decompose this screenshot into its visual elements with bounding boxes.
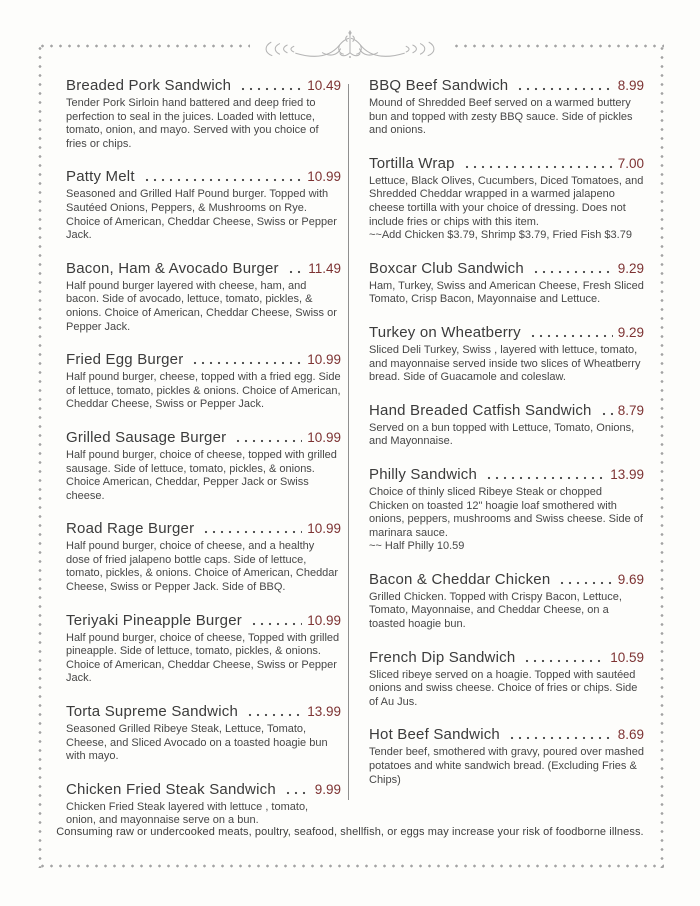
menu-item — [369, 648, 644, 710]
dot-leader — [287, 259, 303, 278]
item-price: 10.99 — [307, 612, 341, 628]
item-price: 9.99 — [314, 781, 341, 797]
dot-leader — [523, 648, 605, 667]
menu-item — [369, 465, 644, 554]
item-description: Half pound burger layered with cheese, ham, and bacon. Side of avocado, lettuce, tomato, pickles, & onions. Choice of American, Cheddar Cheese, Swiss or Pepper Jack. — [66, 279, 337, 333]
item-name: Bacon, Ham & Avocado Burger — [66, 259, 279, 277]
item-price: 10.99 — [307, 521, 341, 537]
menu-item — [66, 76, 341, 151]
menu-item-header — [369, 323, 644, 342]
item-name: BBQ Beef Sandwich — [369, 77, 509, 94]
menu-item-header — [369, 401, 644, 420]
item-note: ~~Add Chicken $3.79, Shrimp $3.79, Fried Fish $3.79 — [369, 229, 632, 242]
menu-item-header — [369, 465, 644, 484]
flourish-scroll-ornament-icon — [250, 25, 450, 69]
menu-item-header — [369, 725, 644, 744]
item-price: 9.29 — [617, 260, 644, 276]
menu-item — [369, 76, 644, 138]
item-name: Hand Breaded Catfish Sandwich — [369, 401, 592, 419]
item-price: 8.69 — [617, 727, 644, 743]
menu-item-header — [66, 350, 341, 369]
menu-item-header — [66, 611, 341, 630]
item-name: French Dip Sandwich — [369, 648, 516, 666]
menu-item — [66, 611, 341, 686]
item-price: 8.99 — [617, 78, 644, 93]
item-description: Chicken Fried Steak layered with lettuce , tomato, onion, and mayonnaise serve on a bun. — [66, 800, 309, 827]
dotted-border-right — [660, 44, 664, 868]
item-description: Sliced ribeye served on a hoagie. Topped with sautéed onions and swiss cheese. Choice of fries or chips. Side of Au Jus. — [369, 668, 638, 708]
menu-item-header — [66, 428, 341, 447]
dotted-border-left — [38, 44, 42, 868]
menu-item-header — [369, 259, 644, 278]
item-price: 10.99 — [307, 169, 341, 185]
menu-item — [66, 428, 341, 503]
menu-column-right — [369, 76, 644, 844]
item-description: Seasoned and Grilled Half Pound burger. Topped with Sautéed Onions, Peppers, & Mushrooms on Rye. Choice of American, Cheddar Cheese, Swiss or Pepper Jack. — [66, 188, 337, 242]
menu-item — [369, 725, 644, 787]
item-name: Breaded Pork Sandwich — [66, 77, 232, 94]
item-price: 10.49 — [307, 78, 341, 93]
menu-item — [369, 259, 644, 307]
menu-item-header — [369, 570, 644, 589]
item-name: Road Rage Burger — [66, 520, 195, 538]
menu-item-header — [66, 519, 341, 538]
item-name: Chicken Fried Steak Sandwich — [66, 780, 276, 798]
item-name: Boxcar Club Sandwich — [369, 259, 524, 277]
item-description: Half pound burger, cheese, topped with a fried egg. Side of lettuce, tomato, pickles & onions. Choice of American, Cheddar Cheese, Swiss or Pepper Jack. — [66, 371, 341, 411]
item-description: Mound of Shredded Beef served on a warmed buttery bun and topped with zesty BBQ sauce. Side of pickles and onions. — [369, 97, 633, 137]
item-price: 10.59 — [610, 649, 644, 665]
dot-leader — [508, 725, 613, 744]
dot-leader — [250, 611, 302, 630]
item-price: 10.99 — [307, 429, 341, 445]
dot-leader — [600, 401, 613, 420]
item-description: Served on a bun topped with Lettuce, Tomato, Onions, and Mayonnaise. — [369, 421, 635, 448]
menu-item — [369, 323, 644, 385]
item-price: 13.99 — [610, 466, 644, 482]
menu-content — [66, 76, 644, 844]
item-name: Hot Beef Sandwich — [369, 726, 500, 744]
item-note: ~~ Half Philly 10.59 — [369, 540, 465, 553]
menu-item-header — [369, 648, 644, 667]
item-price: 13.99 — [307, 704, 341, 720]
dotted-border-bottom — [38, 864, 664, 868]
item-price: 9.69 — [617, 571, 644, 587]
item-name: Philly Sandwich — [369, 465, 478, 483]
menu-item-header — [66, 780, 341, 799]
item-description: Half pound burger, choice of cheese, and a healthy dose of fried jalapeno bottle caps. Side of lettuce, tomato, pickles, & onions. Choice of American, Cheddar Cheese, Swiss or Pepper Jack. Side of BBQ. — [66, 540, 339, 594]
dot-leader — [558, 570, 612, 589]
dot-leader — [239, 76, 302, 95]
item-name: Grilled Sausage Burger — [66, 428, 227, 446]
item-name: Torta Supreme Sandwich — [66, 703, 238, 721]
item-name: Teriyaki Pineapple Burger — [66, 611, 242, 629]
menu-column-left — [66, 76, 341, 844]
item-description: Tender Pork Sirloin hand battered and deep fried to perfection to seal in the juices. Loaded with lettuce, tomato, onion, and mayo. Served with you choice of fries or chips. — [66, 97, 319, 150]
item-description: Choice of thinly sliced Ribeye Steak or chopped Chicken on toasted 12" hoagie loaf smothered with onions, peppers, mushrooms and Swiss cheese. Side of marinara sauce. — [369, 485, 643, 539]
item-description: Half pound burger, choice of cheese, Topped with grilled pineapple. Side of lettuce, tomato, pickles, & onions. Choice of American, Cheddar Cheese, Swiss or Pepper Jack. — [66, 631, 340, 685]
dot-leader — [529, 323, 613, 342]
dot-leader — [202, 519, 302, 538]
menu-item — [66, 167, 341, 242]
item-name: Patty Melt — [66, 168, 135, 186]
item-price: 10.99 — [307, 352, 341, 368]
menu-item — [369, 570, 644, 632]
menu-item-header — [66, 167, 341, 186]
menu-item — [66, 780, 341, 828]
footer-disclaimer: Consuming raw or undercooked meats, poultry, seafood, shellfish, or eggs may increase your risk of foodborne illness. — [56, 826, 644, 838]
item-description: Seasoned Grilled Ribeye Steak, Lettuce, Tomato, Cheese, and Sliced Avocado on a toasted hoagie bun with mayo. — [66, 723, 328, 763]
menu-item-header — [369, 76, 644, 95]
item-description: Sliced Deli Turkey, Swiss , layered with lettuce, tomato, and mayonnaise served inside two slices of Wheatberry bread. Side of Guacamole and coleslaw. — [369, 343, 641, 384]
item-name: Fried Egg Burger — [66, 351, 184, 369]
item-description: Grilled Chicken. Topped with Crispy Bacon, Lettuce, Tomato, Mayonnaise, and Cheddar Cheese, on a toasted hoagie bun. — [369, 590, 622, 631]
dot-leader — [463, 154, 613, 173]
item-description: Tender beef, smothered with gravy, poured over mashed potatoes and white sandwich bread. (Excluding Fries & Chips) — [369, 746, 644, 786]
menu-item — [66, 519, 341, 594]
item-price: 11.49 — [308, 260, 341, 276]
item-name: Turkey on Wheatberry — [369, 323, 521, 341]
item-description: Ham, Turkey, Swiss and American Cheese, Fresh Sliced Tomato, Crisp Bacon, Mayonnaise and Lettuce. — [369, 279, 644, 306]
dot-leader — [191, 350, 302, 369]
menu-item-header — [66, 259, 341, 278]
menu-item-header — [66, 702, 341, 721]
dot-leader — [284, 780, 310, 799]
item-price: 7.00 — [617, 155, 644, 171]
dot-leader — [485, 465, 605, 484]
menu-item — [369, 154, 644, 243]
dot-leader — [532, 259, 613, 278]
menu-item — [66, 702, 341, 764]
menu-item-header — [66, 76, 341, 95]
dot-leader — [246, 702, 302, 721]
dot-leader — [143, 167, 303, 186]
item-description: Half pound burger, choice of cheese, topped with grilled sausage. Side of lettuce, tomato, pickles, & onions. Choice American, Cheddar, Pepper Jack or Swiss cheese. — [66, 448, 337, 502]
item-name: Tortilla Wrap — [369, 154, 455, 172]
item-description: Lettuce, Black Olives, Cucumbers, Diced Tomatoes, and Shredded Cheddar wrapped in a warmed jalapeno cheese tortilla with your choice of dressing. Does not include fries or chips with this item. — [369, 174, 644, 228]
item-price: 8.79 — [617, 402, 644, 418]
item-price: 9.29 — [617, 324, 644, 340]
item-name: Bacon & Cheddar Chicken — [369, 570, 551, 588]
menu-item — [66, 259, 341, 334]
menu-item-header — [369, 154, 644, 173]
dot-leader — [516, 76, 612, 95]
dot-leader — [234, 428, 302, 447]
menu-item — [369, 401, 644, 449]
menu-item — [66, 350, 341, 412]
